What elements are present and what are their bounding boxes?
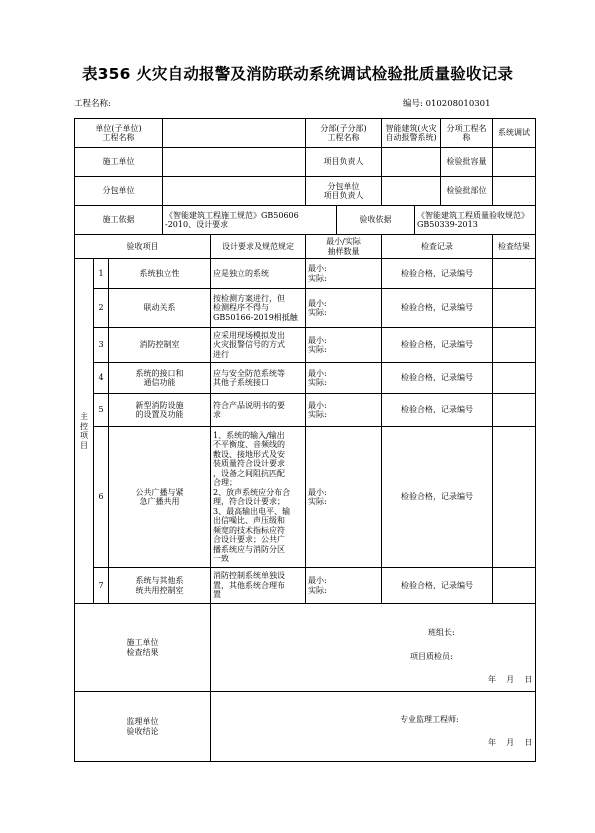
construction-basis-value: 《智能建筑工程施工规范》GB50606 -2010、设计要求	[163, 206, 337, 235]
row-number: 3	[94, 328, 109, 363]
column-sample: 最小/实际 抽样数量	[306, 235, 382, 259]
project-name-label: 工程名称:	[74, 99, 111, 109]
check-result[interactable]	[493, 427, 536, 568]
table-row	[75, 259, 536, 289]
sample-quantity[interactable]: 最小: 实际:	[306, 289, 382, 328]
check-result[interactable]	[493, 363, 536, 394]
row-number: 1	[94, 259, 109, 289]
sample-quantity[interactable]: 最小: 实际:	[306, 568, 382, 604]
check-result[interactable]	[493, 328, 536, 363]
item-name: 系统与其他系 统共用控制室	[109, 568, 211, 604]
item-requirement: 符合产品说明书的要 求	[211, 394, 306, 427]
contractor-date: 年 月 日	[488, 675, 533, 684]
column-header-row	[75, 235, 536, 259]
item-requirement: 1、系统的输入/输出 不平衡度、音频线的 敷设、接地形式及安 装质量符合设计要求 ，设备之间阻抗匹配 合理； 2、放声系统应分布合 理，符合设计要求； 3、最高输出电平、输 出信噪比、声压级和 频宽的技术指标应符 合设计要求；公共广 播系统应与消防分区 一致	[211, 427, 306, 568]
row-number: 2	[94, 289, 109, 328]
check-result[interactable]	[493, 289, 536, 328]
header-row-basis	[75, 206, 536, 235]
sample-quantity[interactable]: 最小: 实际:	[306, 394, 382, 427]
construction-basis-label: 施工依据	[75, 206, 163, 235]
unit-name-label: 单位(子单位) 工程名称	[75, 119, 163, 148]
sample-quantity[interactable]: 最小: 实际:	[306, 259, 382, 289]
contractor-check-label: 施工单位 检查结果	[75, 604, 211, 692]
column-requirement: 设计要求及规范规定	[211, 235, 306, 259]
serial-value: 010208010301	[425, 99, 491, 109]
check-record: 检验合格，记录编号	[382, 328, 493, 363]
supervisor-date: 年 月 日	[488, 738, 533, 747]
batch-capacity-value[interactable]	[493, 148, 536, 177]
item-requirement: 应与安全防范系统等 其他子系统接口	[211, 363, 306, 394]
column-item: 验收项目	[75, 235, 211, 259]
supervisor-check-row	[75, 692, 536, 762]
table-row	[75, 328, 536, 363]
row-number: 4	[94, 363, 109, 394]
inspection-form-table	[74, 118, 536, 762]
sample-quantity[interactable]: 最小: 实际:	[306, 427, 382, 568]
row-number: 6	[94, 427, 109, 568]
subitem-name-value: 系统调试	[493, 119, 536, 148]
supervisor-check-label: 监理单位 验收结论	[75, 692, 211, 762]
supervisor-check-area[interactable]	[211, 692, 536, 762]
row-number: 7	[94, 568, 109, 604]
acceptance-basis-value: 《智能建筑工程质量验收规范》 GB50339-2013	[415, 206, 536, 235]
subcontractor-label: 分包单位	[75, 177, 163, 206]
table-row	[75, 427, 536, 568]
item-name: 公共广播与紧 急广播共用	[109, 427, 211, 568]
item-requirement: 按检测方案进行，但 检测程序不得与 GB50166-2019相抵触	[211, 289, 306, 328]
contractor-value[interactable]	[163, 148, 306, 177]
item-requirement: 应是独立的系统	[211, 259, 306, 289]
batch-location-label: 检验批部位	[441, 177, 493, 206]
sub-project-manager-value[interactable]	[382, 177, 441, 206]
supervising-engineer-label: 专业监理工程师:	[400, 715, 459, 724]
team-leader-label: 班组长:	[428, 628, 455, 637]
project-manager-label: 项目负责人	[306, 148, 382, 177]
document-title: 表356 火灾自动报警及消防联动系统调试检验批质量验收记录	[81, 65, 514, 83]
quality-inspector-label: 项目质检员:	[410, 652, 453, 661]
item-name: 联动关系	[109, 289, 211, 328]
table-row	[75, 568, 536, 604]
unit-name-value[interactable]	[163, 119, 306, 148]
item-requirement: 应采用现场模拟发出 火灾报警信号的方式 进行	[211, 328, 306, 363]
check-record: 检验合格，记录编号	[382, 568, 493, 604]
table-row	[75, 394, 536, 427]
subitem-name-label: 分项工程名称	[441, 119, 493, 148]
main-control-group-label: 主控项目	[75, 259, 94, 604]
header-row-unit	[75, 119, 536, 148]
sample-quantity[interactable]: 最小: 实际:	[306, 328, 382, 363]
header-row-subcontractor	[75, 177, 536, 206]
serial-number	[403, 97, 490, 109]
item-requirement: 消防控制系统单独设 置，其他系统合理布 置	[211, 568, 306, 604]
item-name: 系统的接口和 通信功能	[109, 363, 211, 394]
contractor-label: 施工单位	[75, 148, 163, 177]
column-record: 检查记录	[382, 235, 493, 259]
item-name: 消防控制室	[109, 328, 211, 363]
division-name-value: 智能建筑(火灾 自动报警系统)	[382, 119, 441, 148]
check-record: 检验合格，记录编号	[382, 259, 493, 289]
subcontractor-value[interactable]	[163, 177, 306, 206]
check-record: 检验合格，记录编号	[382, 394, 493, 427]
column-result: 检查结果	[493, 235, 536, 259]
check-result[interactable]	[493, 568, 536, 604]
header-row-contractor	[75, 148, 536, 177]
table-row	[75, 363, 536, 394]
item-name: 系统独立性	[109, 259, 211, 289]
division-name-label: 分部(子分部) 工程名称	[306, 119, 382, 148]
project-manager-value[interactable]	[382, 148, 441, 177]
check-record: 检验合格，记录编号	[382, 427, 493, 568]
row-number: 5	[94, 394, 109, 427]
check-result[interactable]	[493, 259, 536, 289]
item-name: 新型消防设施 的设置及功能	[109, 394, 211, 427]
contractor-check-row	[75, 604, 536, 692]
batch-capacity-label: 检验批容量	[441, 148, 493, 177]
check-record: 检验合格，记录编号	[382, 363, 493, 394]
contractor-check-area[interactable]	[211, 604, 536, 692]
check-result[interactable]	[493, 394, 536, 427]
sub-project-manager-label: 分包单位 项目负责人	[306, 177, 382, 206]
table-row	[75, 289, 536, 328]
sample-quantity[interactable]: 最小: 实际:	[306, 363, 382, 394]
check-record: 检验合格，记录编号	[382, 289, 493, 328]
serial-label: 编号:	[403, 99, 423, 109]
batch-location-value[interactable]	[493, 177, 536, 206]
acceptance-basis-label: 验收依据	[337, 206, 415, 235]
